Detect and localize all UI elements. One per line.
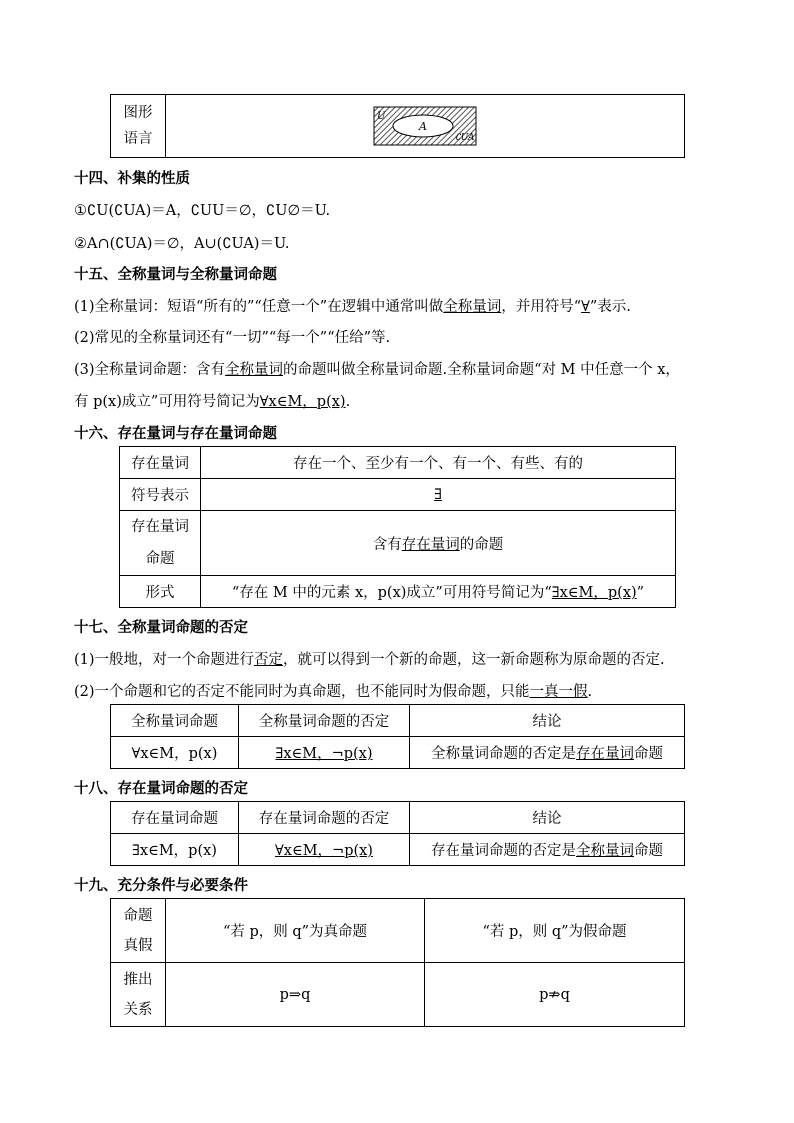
table-header-cell: 结论 bbox=[410, 802, 685, 834]
section-17-heading: 十七、全称量词命题的否定 bbox=[74, 620, 248, 636]
table-label-cell bbox=[111, 963, 166, 1027]
section-15-heading: 十五、全称量词与全称量词命题 bbox=[74, 267, 277, 283]
venn-a-label: A bbox=[419, 120, 427, 133]
table-cell: ∀x∈M，p(x) bbox=[111, 737, 239, 769]
conditions-table bbox=[110, 898, 685, 1027]
table-value-cell bbox=[201, 511, 676, 576]
text: (3)全称量词命题：含有 bbox=[74, 362, 226, 378]
text: (2)一个命题和它的否定不能同时为真命题，也不能同时为假命题，只能 bbox=[74, 684, 530, 700]
text: 命题 bbox=[634, 843, 663, 859]
venn-complement-label: ∁UA bbox=[455, 133, 475, 143]
table-label-cell bbox=[120, 511, 201, 576]
text: ” bbox=[636, 585, 645, 601]
graphic-language-table bbox=[110, 94, 685, 158]
underlined-term: 全称量词 bbox=[576, 843, 634, 859]
underlined-term: 存在量词 bbox=[576, 746, 634, 762]
exists-symbol: ∃ bbox=[434, 486, 442, 503]
table-cell: ∃x∈M，p(x) bbox=[111, 834, 239, 866]
universal-negation-table bbox=[110, 704, 685, 769]
text: 含有 bbox=[372, 536, 402, 553]
text: ，并用符号“ bbox=[501, 299, 582, 315]
label-text: 推出关系 bbox=[123, 971, 153, 1018]
label-text: 命题真假 bbox=[123, 907, 153, 954]
table-cell: p⇒q bbox=[166, 963, 425, 1027]
text: “存在 M 中的元素 x，p(x)成立”可用符号简记为“ bbox=[231, 585, 552, 601]
table-label-cell bbox=[111, 899, 166, 963]
text: ”表示. bbox=[589, 299, 631, 315]
underlined-term: 一真一假 bbox=[529, 684, 588, 700]
table-label-cell: 存在量词 bbox=[120, 447, 201, 479]
table-label-cell: 符号表示 bbox=[120, 479, 201, 511]
table-header-cell: 结论 bbox=[410, 705, 685, 737]
existential-quantifier-table bbox=[119, 446, 676, 608]
underlined-term: ∀x∈M，¬p(x) bbox=[275, 843, 373, 859]
table-value-cell: 存在一个、至少有一个、有一个、有些、有的 bbox=[201, 447, 676, 479]
table-cell: “若 p，则 q”为假命题 bbox=[425, 899, 685, 963]
table-header-cell: 存在量词命题的否定 bbox=[239, 802, 410, 834]
section-19-heading: 十九、充分条件与必要条件 bbox=[74, 878, 248, 894]
graphic-language-text: 图形语言 bbox=[123, 105, 153, 147]
section-15-line-3 bbox=[74, 358, 680, 379]
underlined-term: 全称量词 bbox=[225, 362, 284, 378]
existential-negation-table bbox=[110, 801, 685, 866]
underlined-term: 否定 bbox=[254, 652, 284, 668]
text: (1)全称量词：短语“所有的”“任意一个”在逻辑中通常叫做 bbox=[74, 299, 444, 315]
text: (1)一般地，对一个命题进行 bbox=[74, 652, 255, 668]
forall-symbol: ∀ bbox=[581, 299, 590, 315]
underlined-term: 存在量词 bbox=[401, 536, 460, 553]
text: 的命题叫做全称量词命题.全称量词命题“对 M 中任意一个 x， bbox=[283, 362, 680, 378]
table-cell bbox=[239, 834, 410, 866]
text: 的命题 bbox=[459, 536, 504, 553]
table-header-cell: 全称量词命题 bbox=[111, 705, 239, 737]
text: . bbox=[345, 394, 351, 410]
text: 全称量词命题的否定是 bbox=[431, 746, 576, 762]
section-17-line-1 bbox=[74, 648, 665, 669]
text: 命题 bbox=[634, 746, 663, 762]
underlined-term: ∃x∈M，p(x) bbox=[551, 585, 637, 601]
section-18-heading: 十八、存在量词命题的否定 bbox=[74, 781, 248, 797]
text: ，就可以得到一个新的命题，这一新命题称为原命题的否定. bbox=[283, 652, 665, 668]
table-cell: p⇏q bbox=[425, 963, 685, 1027]
section-14-line-2: ②A∩(∁UA)＝∅，A∪(∁UA)＝U. bbox=[74, 236, 290, 252]
venn-diagram-cell bbox=[166, 95, 685, 158]
text: . bbox=[587, 684, 593, 700]
section-15-line-4 bbox=[74, 390, 350, 411]
venn-u-label: U bbox=[377, 111, 386, 122]
venn-diagram bbox=[373, 106, 477, 146]
table-cell bbox=[239, 737, 410, 769]
graphic-language-label bbox=[111, 95, 166, 158]
table-value-cell bbox=[201, 479, 676, 511]
label-text: 存在量词命题 bbox=[131, 519, 189, 567]
table-cell: “若 p，则 q”为真命题 bbox=[166, 899, 425, 963]
section-15-line-1 bbox=[74, 295, 631, 316]
text: 有 p(x)成立”可用符号简记为 bbox=[74, 394, 260, 410]
underlined-term: 全称量词 bbox=[443, 299, 502, 315]
table-label-cell: 形式 bbox=[120, 576, 201, 608]
text: 存在量词命题的否定是 bbox=[431, 843, 576, 859]
table-value-cell bbox=[201, 576, 676, 608]
table-cell bbox=[410, 737, 685, 769]
section-14-line-1: ①∁U(∁UA)＝A，∁UU＝∅，∁U∅＝U. bbox=[74, 203, 331, 219]
table-cell bbox=[410, 834, 685, 866]
section-16-heading: 十六、存在量词与存在量词命题 bbox=[74, 426, 277, 442]
section-17-line-2 bbox=[74, 680, 592, 701]
table-header-cell: 全称量词命题的否定 bbox=[239, 705, 410, 737]
underlined-term: ∃x∈M，¬p(x) bbox=[275, 746, 373, 762]
table-header-cell: 存在量词命题 bbox=[111, 802, 239, 834]
underlined-term: ∀x∈M，p(x) bbox=[259, 394, 346, 410]
section-14-heading: 十四、补集的性质 bbox=[74, 171, 190, 187]
section-15-line-2: (2)常见的全称量词还有“一切”“每一个”“任给”等. bbox=[74, 330, 391, 346]
